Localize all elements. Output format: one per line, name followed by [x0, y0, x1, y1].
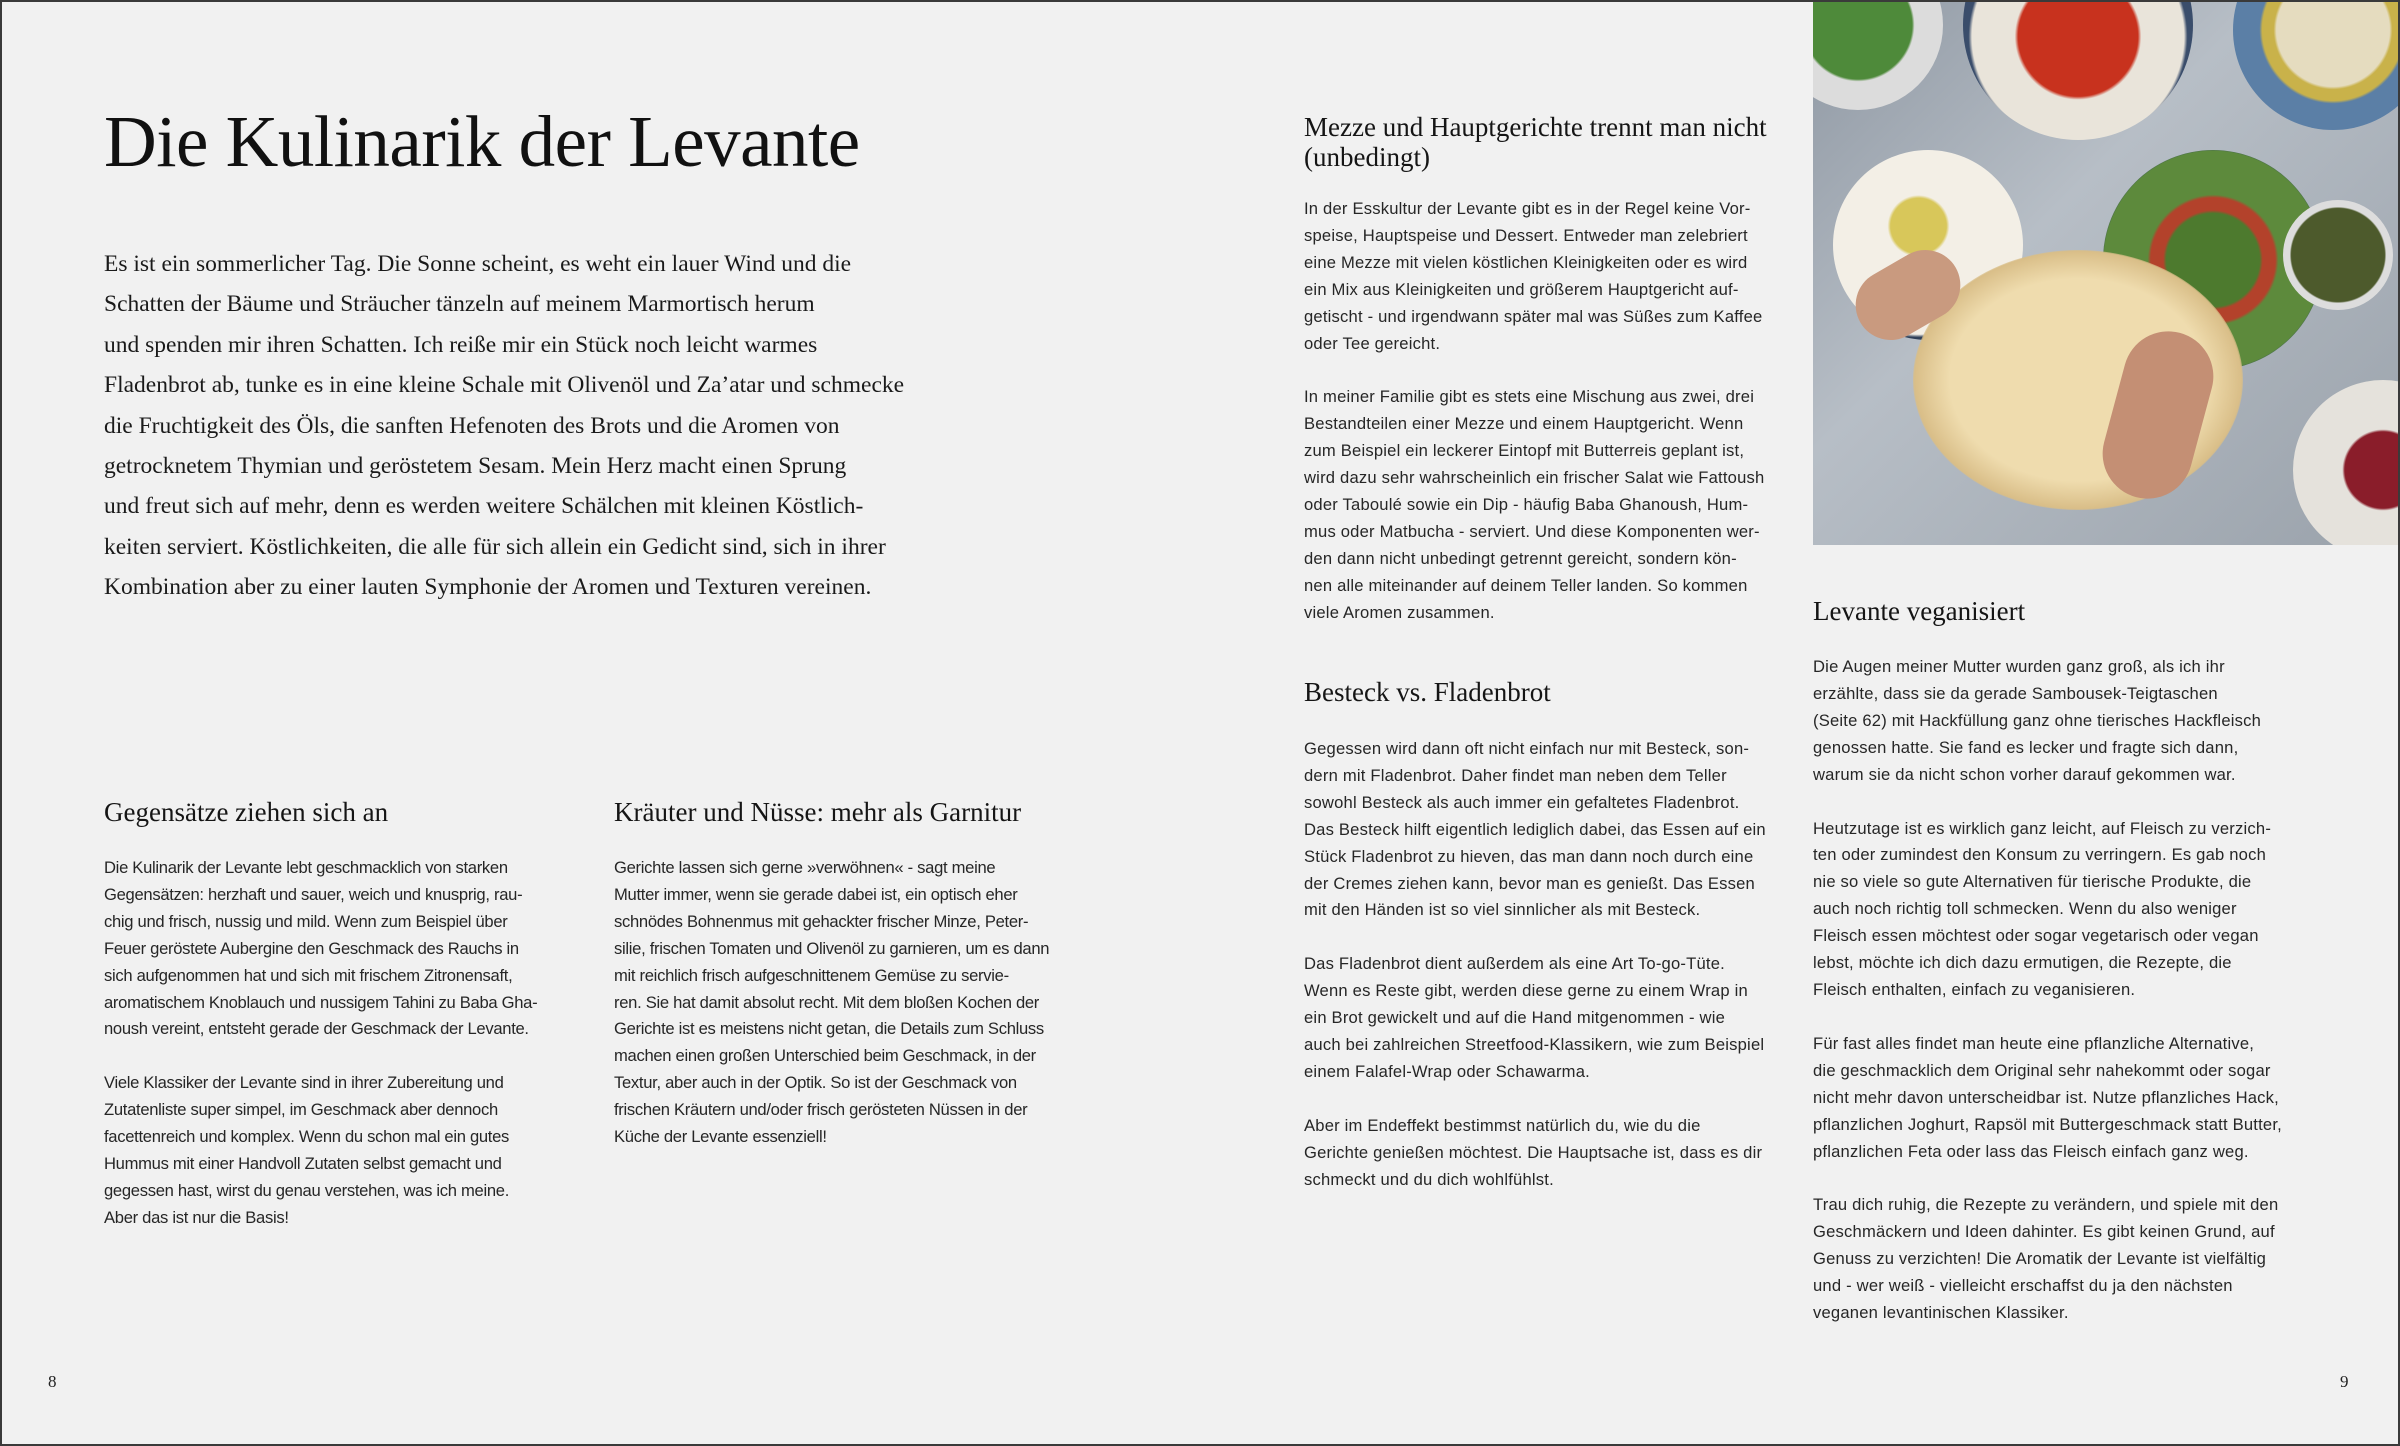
paragraph: Heutzutage ist es wirklich ganz leicht, auf Fleisch zu verzich- ten oder zumindest den Konsum zu verringern. Es gab noch nie so viele so gute Alternativen für tierische Produkte, die auch noch richtig toll schmecken. Wenn du also weniger Fleisch essen möchtest oder sogar vegetarisch oder vegan lebst, möchte ich dich dazu ermutigen, die Rezepte, die Fleisch enthalten, einfach zu veganisieren. [1813, 818, 2272, 999]
section-gegensaetze [104, 855, 604, 1259]
heading-kraeuter: Kräuter und Nüsse: mehr als Garnitur [614, 797, 1022, 827]
paragraph: Die Augen meiner Mutter wurden ganz groß, als ich ihr erzählte, dass sie da gerade Sambousek-Teigtaschen (Seite 62) mit Hackfüllung ganz ohne tierisches Hackfleisch genossen hatte. Sie fand es lecker und fragte sich dann, warum sie da nicht schon vorher darauf gekommen war. [1813, 657, 2262, 784]
paragraph: Für fast alles findet man heute eine pflanzliche Alternative, die geschmacklich dem Original sehr nahekommt oder sogar nicht mehr davon unterscheidbar ist. Nutze pflanzliches Hack, pflanzlichen Joghurt, Rapsöl mit Buttergeschmack statt Butter, pflanzlichen Feta oder lass das Fleisch einfach ganz weg. [1813, 1033, 2282, 1161]
section-kraeuter [614, 855, 1114, 1178]
paragraph: Gegessen wird dann oft nicht einfach nur mit Besteck, son- dern mit Fladenbrot. Daher findet man neben dem Teller sowohl Besteck als auch immer ein gefaltetes Fladenbrot. Das Besteck hilft eigentlich lediglich dabei, das Essen auf ein Stück Fladenbrot zu hieven, das man dann noch durch eine der Cremes ziehen kann, bevor man es genießt. Das Essen mit den Händen ist so viel sinnlicher als mit Besteck. [1304, 739, 1766, 920]
page-number-left: 8 [48, 1372, 57, 1391]
paragraph: In meiner Familie gibt es stets eine Mischung aus zwei, drei Bestandteilen einer Mezze und einem Hauptgericht. Wenn zum Beispiel ein leckerer Eintopf mit Butterreis geplant ist, wird dazu sehr wahrscheinlich ein frischer Salat wie Fattoush oder Taboulé sowie ein Dip - häufig Baba Ghanoush, Hum- mus oder Matbucha - serviert. Und diese Komponenten wer- den dann nicht unbedingt getrennt gereicht, sondern kön- nen alle miteinander auf deinem Teller landen. So kommen viele Aromen zusammen. [1304, 387, 1765, 622]
paragraph: Trau dich ruhig, die Rezepte zu verändern, und spiele mit den Geschmäckern und Ideen dahinter. Es gibt keinen Grund, auf Genuss zu verzichten! Die Aromatik der Levante ist vielfältig und - wer weiß - vielleicht erschaffst du ja den nächsten veganen levantinischen Klassiker. [1813, 1195, 2279, 1323]
intro-paragraph: Es ist ein sommerlicher Tag. Die Sonne scheint, es weht ein lauer Wind und die Schatten der Bäume und Sträucher tänzeln auf meinem Marmortisch herum und spenden mir ihren Schatten. Ich reiße mir ein Stück noch leicht warmes Fladenbrot ab, tunke es in eine kleine Schale mit Olivenöl und Za’atar und schmecke die Fruchtigkeit des Öls, die sanften Hefenoten des Brots und die Aromen von getrocknetem Thymian und geröstetem Sesam. Mein Herz macht einen Sprung und freut sich auf mehr, denn es werden weitere Schälchen mit kleinen Köstlich- keiten serviert. Köstlichkeiten, die alle für sich allein ein Gedicht sind, sich in ihrer Kombination aber zu einer lauten Symphonie der Aromen und Texturen vereinen. [104, 251, 905, 601]
paragraph: Die Kulinarik der Levante lebt geschmacklich von starken Gegensätzen: herzhaft und sauer, weich und knusprig, rau- chig und frisch, nussig und mild. Wenn zum Beispiel über Feuer geröstete Aubergine den Geschmack des Rauchs in sich aufgenommen hat und sich mit frischem Zitronensaft, aromatischem Knoblauch und nussigem Tahini zu Baba Gha- noush vereint, entsteht gerade der Geschmack der Levante. [104, 858, 538, 1039]
heading-mezze: Mezze und Hauptgerichte trennt man nicht (unbedingt) [1304, 112, 1767, 172]
heading-besteck: Besteck vs. Fladenbrot [1304, 677, 1551, 707]
heading-veganisiert: Levante veganisiert [1813, 596, 2026, 626]
paragraph: Das Fladenbrot dient außerdem als eine Art To-go-Tüte. Wenn es Reste gibt, werden diese gerne zu einem Wrap in ein Brot gewickelt und auf die Hand mitgenommen - wie auch bei zahlreichen Streetfood-Klassikern, wie zum Beispiel einem Falafel-Wrap oder Schawarma. [1304, 954, 1765, 1081]
heading-gegensaetze: Gegensätze ziehen sich an [104, 797, 389, 827]
section-mezze [1304, 196, 1804, 654]
page-title: Die Kulinarik der Levante [104, 101, 860, 182]
page-number-right: 9 [2340, 1372, 2349, 1391]
paragraph: Gerichte lassen sich gerne »verwöhnen« - sagt meine Mutter immer, wenn sie gerade dabei ist, ein optisch eher schnödes Bohnenmus mit gehackter frischer Minze, Peter- silie, frischen Tomaten und Olivenöl zu garnieren, um es dann mit reichlich frisch aufgeschnittenem Gemüse zu servie- ren. Sie hat damit absolut recht. Mit dem bloßen Kochen der Gerichte ist es meistens nicht getan, die Details zum Schluss machen einen großen Unterschied beim Geschmack, in der Textur, aber auch in der Optik. So ist der Geschmack von frischen Kräutern und/oder frisch gerösteten Nüssen in der Küche der Levante essenziell! [614, 858, 1050, 1147]
section-veganisiert [1813, 654, 2313, 1354]
paragraph: In der Esskultur der Levante gibt es in der Regel keine Vor- speise, Hauptspeise und Dessert. Entweder man zelebriert eine Mezze mit vielen köstlichen Kleinigkeiten oder es wird ein Mix aus Kleinigkeiten und größerem Hauptgericht auf- getischt - und irgendwann später mal was Süßes zum Kaffee oder Tee gereicht. [1304, 199, 1763, 353]
food-photo [1813, 0, 2400, 545]
section-besteck [1304, 736, 1804, 1221]
paragraph: Viele Klassiker der Levante sind in ihrer Zubereitung und Zutatenliste super simpel, im Geschmack aber dennoch facettenreich und komplex. Wenn du schon mal ein gutes Hummus mit einer Handvoll Zutaten selbst gemacht und gegessen hast, wirst du genau verstehen, was ich meine. Aber das ist nur die Basis! [104, 1073, 510, 1227]
paragraph: Aber im Endeffekt bestimmst natürlich du, wie du die Gerichte genießen möchtest. Die Hauptsache ist, dass es dir schmeckt und du dich wohlfühlst. [1304, 1115, 1763, 1189]
